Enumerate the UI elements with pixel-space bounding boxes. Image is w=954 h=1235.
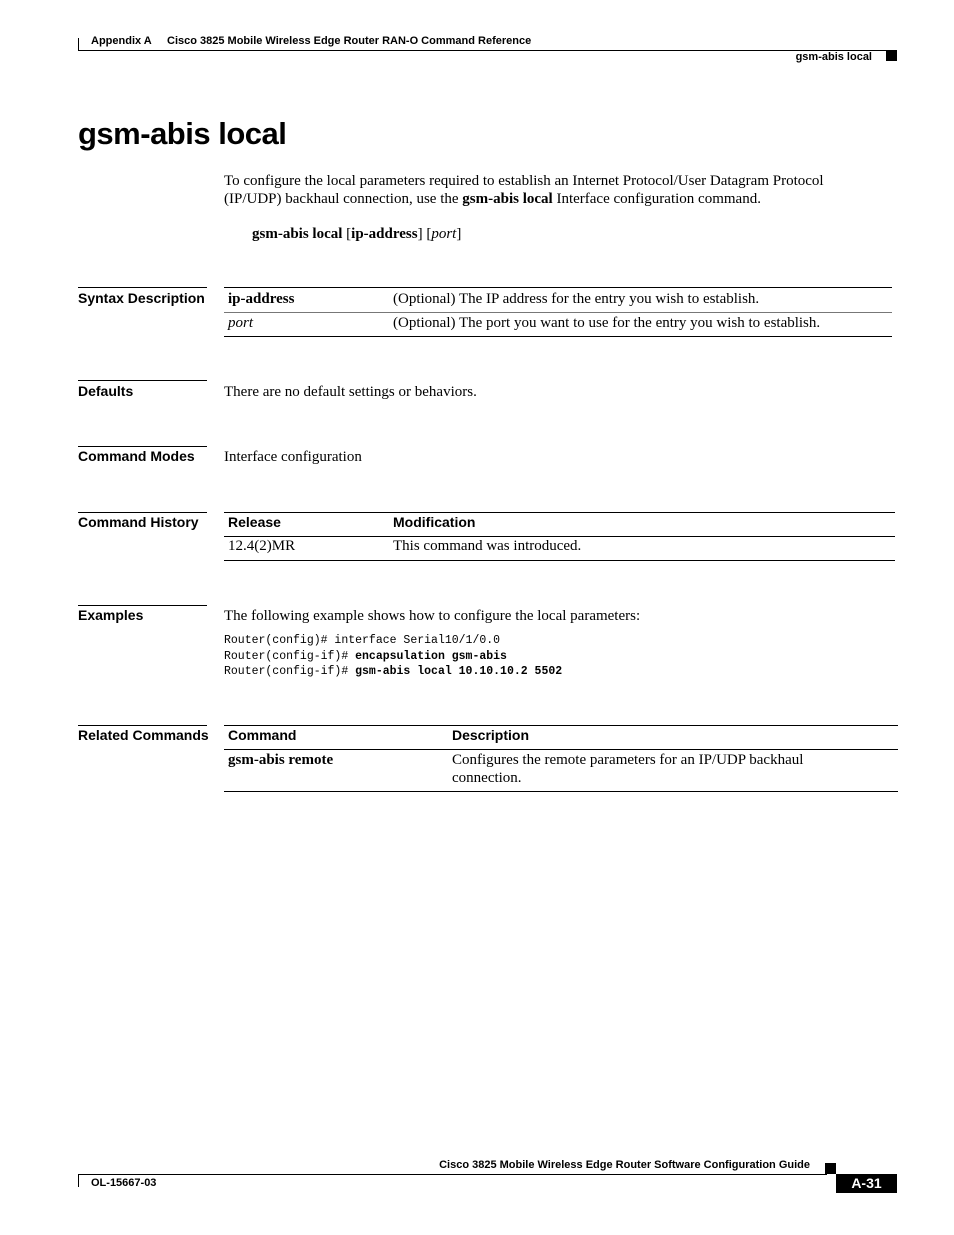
related-table-bottom-rule <box>224 791 898 792</box>
history-modification: This command was introduced. <box>393 538 582 554</box>
section-rule-command-history <box>78 512 207 513</box>
related-col-command: Command <box>228 727 297 743</box>
page-title: gsm-abis local <box>78 116 287 151</box>
header-doc-title: Cisco 3825 Mobile Wireless Edge Router RAN-O Command Reference <box>167 35 532 47</box>
defaults-text: There are no default settings or behaviors. <box>224 384 477 400</box>
section-rule-related-commands <box>78 725 207 726</box>
footer-doc-number: OL-15667-03 <box>91 1177 157 1189</box>
syntax-command: gsm-abis local <box>252 226 343 242</box>
section-label-examples: Examples <box>78 607 144 623</box>
code-line: Router(config-if)# gsm-abis local 10.10.10.2 5502 <box>224 665 563 678</box>
footer-rule <box>78 1174 827 1175</box>
syntax-term-ip-address: ip-address <box>228 291 295 307</box>
syntax-table-row-rule <box>224 312 892 313</box>
syntax-table-top-rule <box>224 287 892 288</box>
related-table-top-rule <box>224 725 898 726</box>
related-command-gsm-abis-remote: gsm-abis remote <box>228 752 334 768</box>
syntax-table-bottom-rule <box>224 336 892 337</box>
syntax-arg-ip-address: ip-address <box>351 226 418 242</box>
syntax-line: gsm-abis local [ip-address] [port] <box>252 226 462 242</box>
intro-line-1: To configure the local parameters required to establish an Internet Protocol/User Datagram Protocol <box>224 173 824 189</box>
intro-command: gsm-abis local <box>462 191 553 207</box>
syntax-desc-port: (Optional) The port you want to use for the entry you wish to establish. <box>393 315 821 331</box>
section-label-command-history: Command History <box>78 514 199 530</box>
related-header-rule <box>224 749 898 750</box>
header-appendix: Appendix A <box>91 35 152 47</box>
section-rule-defaults <box>78 380 207 381</box>
section-rule-examples <box>78 605 207 606</box>
related-command-description: Configures the remote parameters for an IP/UDP backhaul connection. <box>452 752 804 786</box>
header-running-title: gsm-abis local <box>795 51 872 63</box>
history-col-release: Release <box>228 514 281 530</box>
section-label-command-modes: Command Modes <box>78 448 195 464</box>
command-modes-text: Interface configuration <box>224 449 362 465</box>
history-release: 12.4(2)MR <box>228 538 296 554</box>
header-marker <box>886 51 897 61</box>
header-rule <box>78 50 897 51</box>
section-label-related-commands: Related Commands <box>78 727 209 743</box>
code-line: Router(config)# interface Serial10/1/0.0 <box>224 634 501 647</box>
examples-intro: The following example shows how to configure the local parameters: <box>224 608 641 624</box>
section-rule-syntax-description <box>78 287 207 288</box>
code-example <box>224 633 562 680</box>
intro-line-2: (IP/UDP) backhaul connection, use the gsm-abis local Interface configuration command. <box>224 191 761 207</box>
footer-marker <box>825 1163 836 1174</box>
intro-paragraph <box>224 172 904 208</box>
code-line: Router(config-if)# encapsulation gsm-abis <box>224 649 507 663</box>
section-label-defaults: Defaults <box>78 383 134 399</box>
footer-left-rule <box>78 1174 79 1187</box>
related-col-description: Description <box>452 727 530 743</box>
syntax-term-port: port <box>228 315 254 331</box>
section-label-syntax-description: Syntax Description <box>78 290 205 306</box>
history-table-top-rule <box>224 512 895 513</box>
section-rule-command-modes <box>78 446 207 447</box>
footer-guide-title: Cisco 3825 Mobile Wireless Edge Router Software Configuration Guide <box>439 1159 810 1171</box>
syntax-desc-ip-address: (Optional) The IP address for the entry you wish to establish. <box>393 291 760 307</box>
history-table-bottom-rule <box>224 560 895 561</box>
page-number: A-31 <box>836 1174 897 1193</box>
history-col-modification: Modification <box>393 514 476 530</box>
syntax-arg-port: port <box>431 226 457 242</box>
